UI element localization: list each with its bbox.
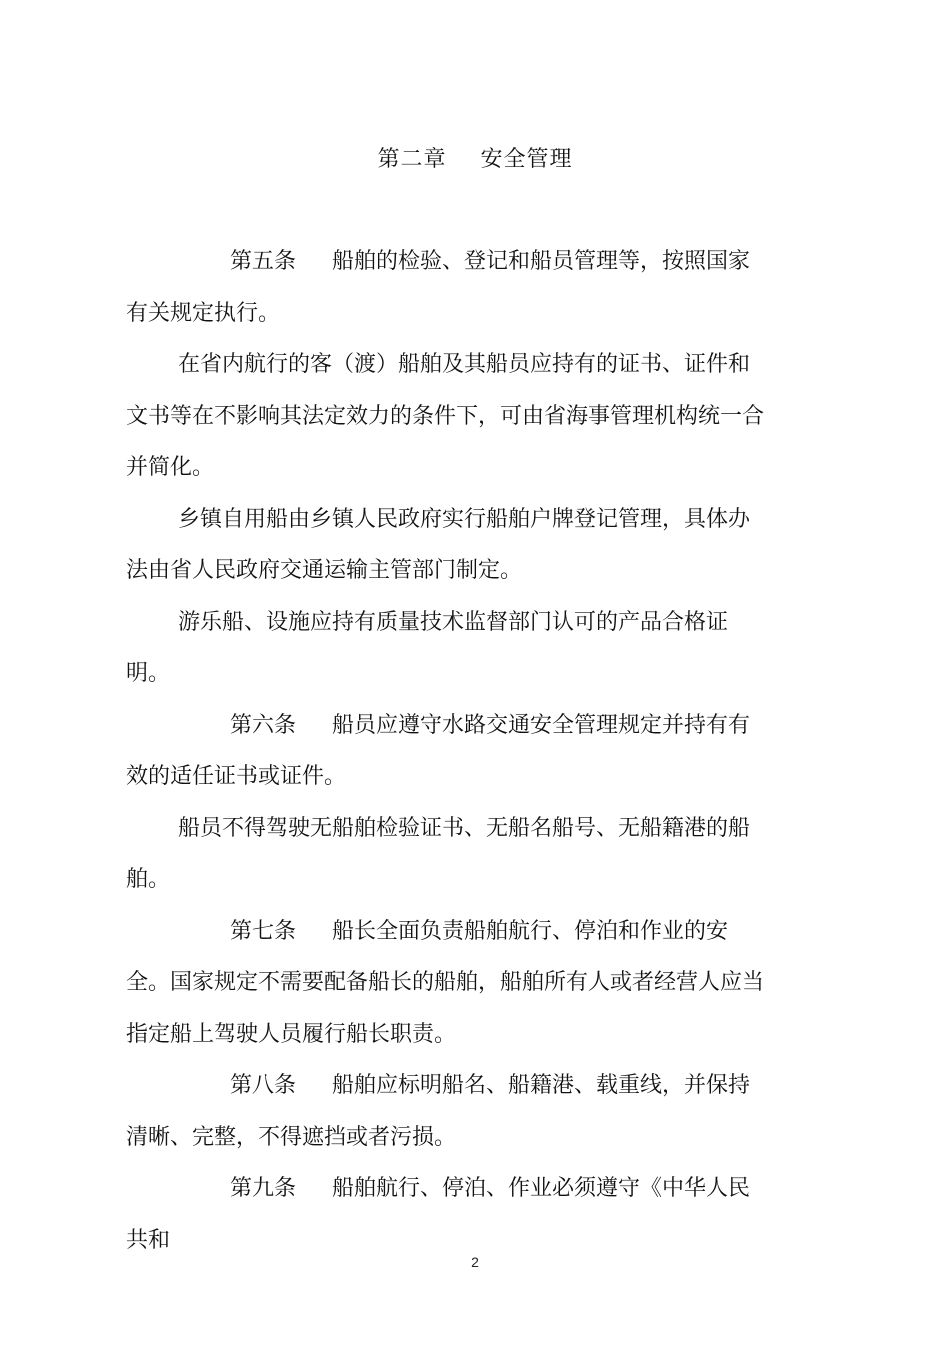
paragraph-article-8	[126, 1060, 766, 1163]
paragraph-article-6	[126, 700, 766, 803]
paragraph-article-5	[126, 236, 766, 339]
paragraph-text: 船员不得驾驶无船舶检验证书、无船名船号、无船籍港的船舶。	[126, 815, 751, 892]
paragraph	[126, 494, 766, 597]
chapter-title: 安全管理	[480, 147, 573, 172]
paragraph-text: 游乐船、设施应持有质量技术监督部门认可的产品合格证明。	[126, 609, 729, 686]
paragraph	[126, 803, 766, 906]
article-number: 第九条	[230, 1176, 297, 1201]
paragraph-article-7	[126, 906, 766, 1061]
page-number: 2	[471, 1254, 479, 1270]
paragraph-text: 在省内航行的客（渡）船舶及其船员应持有的证书、证件和文书等在不影响其法定效力的条件下，可由省海事管理机构统一合并简化。	[126, 352, 765, 480]
paragraph-text: 船舶应标明船名、船籍港、载重线，并保持清晰、完整，不得遮挡或者污损。	[126, 1073, 751, 1150]
article-number: 第六条	[230, 712, 297, 738]
paragraph	[126, 597, 766, 700]
article-number: 第五条	[230, 249, 297, 274]
body-text	[126, 236, 766, 1266]
paragraph	[126, 339, 766, 494]
paragraph-text: 船员应遵守水路交通安全管理规定并持有有效的适任证书或证件。	[126, 712, 751, 789]
chapter-heading	[0, 140, 950, 180]
paragraph-article-9	[126, 1163, 766, 1266]
article-number: 第七条	[230, 918, 297, 944]
article-number: 第八条	[230, 1073, 297, 1098]
paragraph-text: 船舶的检验、登记和船员管理等，按照国家有关规定执行。	[126, 249, 751, 326]
paragraph-text: 船舶航行、停泊、作业必须遵守《中华人民共和	[126, 1176, 751, 1253]
chapter-number: 第二章	[377, 147, 447, 172]
paragraph-text: 船长全面负责船舶航行、停泊和作业的安全。国家规定不需要配备船长的船舶，船舶所有人或者经营人应当指定船上驾驶人员履行船长职责。	[126, 918, 765, 1047]
paragraph-text: 乡镇自用船由乡镇人民政府实行船舶户牌登记管理，具体办法由省人民政府交通运输主管部门制定。	[126, 506, 751, 583]
